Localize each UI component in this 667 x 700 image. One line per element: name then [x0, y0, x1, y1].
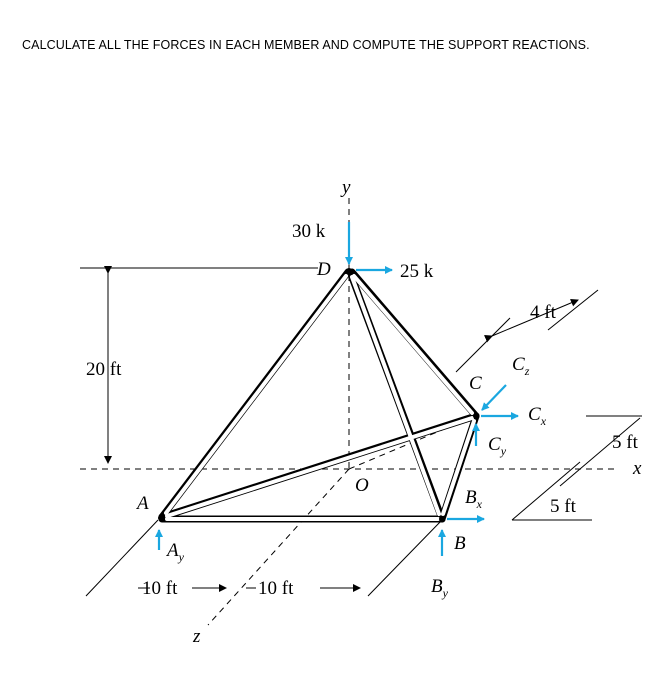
axis-label-x: x	[633, 458, 642, 479]
reaction-label-Ay	[165, 540, 185, 564]
dim-c-height-label: 5 ft	[612, 432, 638, 453]
dimension-lines	[80, 268, 642, 596]
svg-text:Cy: $C_y$	[488, 434, 507, 458]
joint-C	[473, 413, 479, 419]
axis-label-y: y	[342, 177, 351, 198]
labels	[86, 177, 642, 647]
reaction-label-Bx	[465, 487, 483, 511]
point-label-B: B	[454, 533, 466, 554]
reaction-label-Cy	[488, 434, 507, 458]
joint-B	[439, 516, 445, 522]
dim-b-depth-label: 5 ft	[550, 496, 576, 517]
svg-text:Bx: $B_x$	[465, 487, 482, 511]
svg-text:Cx: $C_x$	[528, 404, 547, 428]
point-label-D: D	[317, 259, 331, 280]
joint-A	[158, 515, 164, 521]
joint-D	[346, 268, 352, 274]
svg-text:By: $B_y$	[431, 576, 448, 600]
dim-base-left-label: 10 ft	[142, 578, 178, 599]
reaction-label-Cx	[528, 404, 547, 428]
svg-text:Ay: $A_y$	[167, 540, 184, 564]
point-label-C: C	[469, 373, 482, 394]
reaction-label-By	[431, 576, 449, 600]
origin-label: O	[355, 475, 369, 496]
point-label-A: A	[137, 493, 149, 514]
reaction-Cz-arrow	[482, 385, 506, 410]
load-25k-label: 25 k	[400, 261, 434, 282]
c-offset-slant-1	[456, 318, 510, 372]
dim-height-label: 20 ft	[86, 359, 122, 380]
load-30k-label: 30 k	[292, 221, 326, 242]
dim-base-right-label: 10 ft	[258, 578, 294, 599]
svg-text:Cz: $C_z$	[512, 354, 530, 378]
axis-label-z: z	[193, 626, 201, 647]
problem-statement: CALCULATE ALL THE FORCES IN EACH MEMBER AND COMPUTE THE SUPPORT REACTIONS.	[22, 38, 590, 52]
reaction-label-Cz	[512, 354, 530, 378]
dim-c-offset-label: 4 ft	[530, 302, 556, 323]
